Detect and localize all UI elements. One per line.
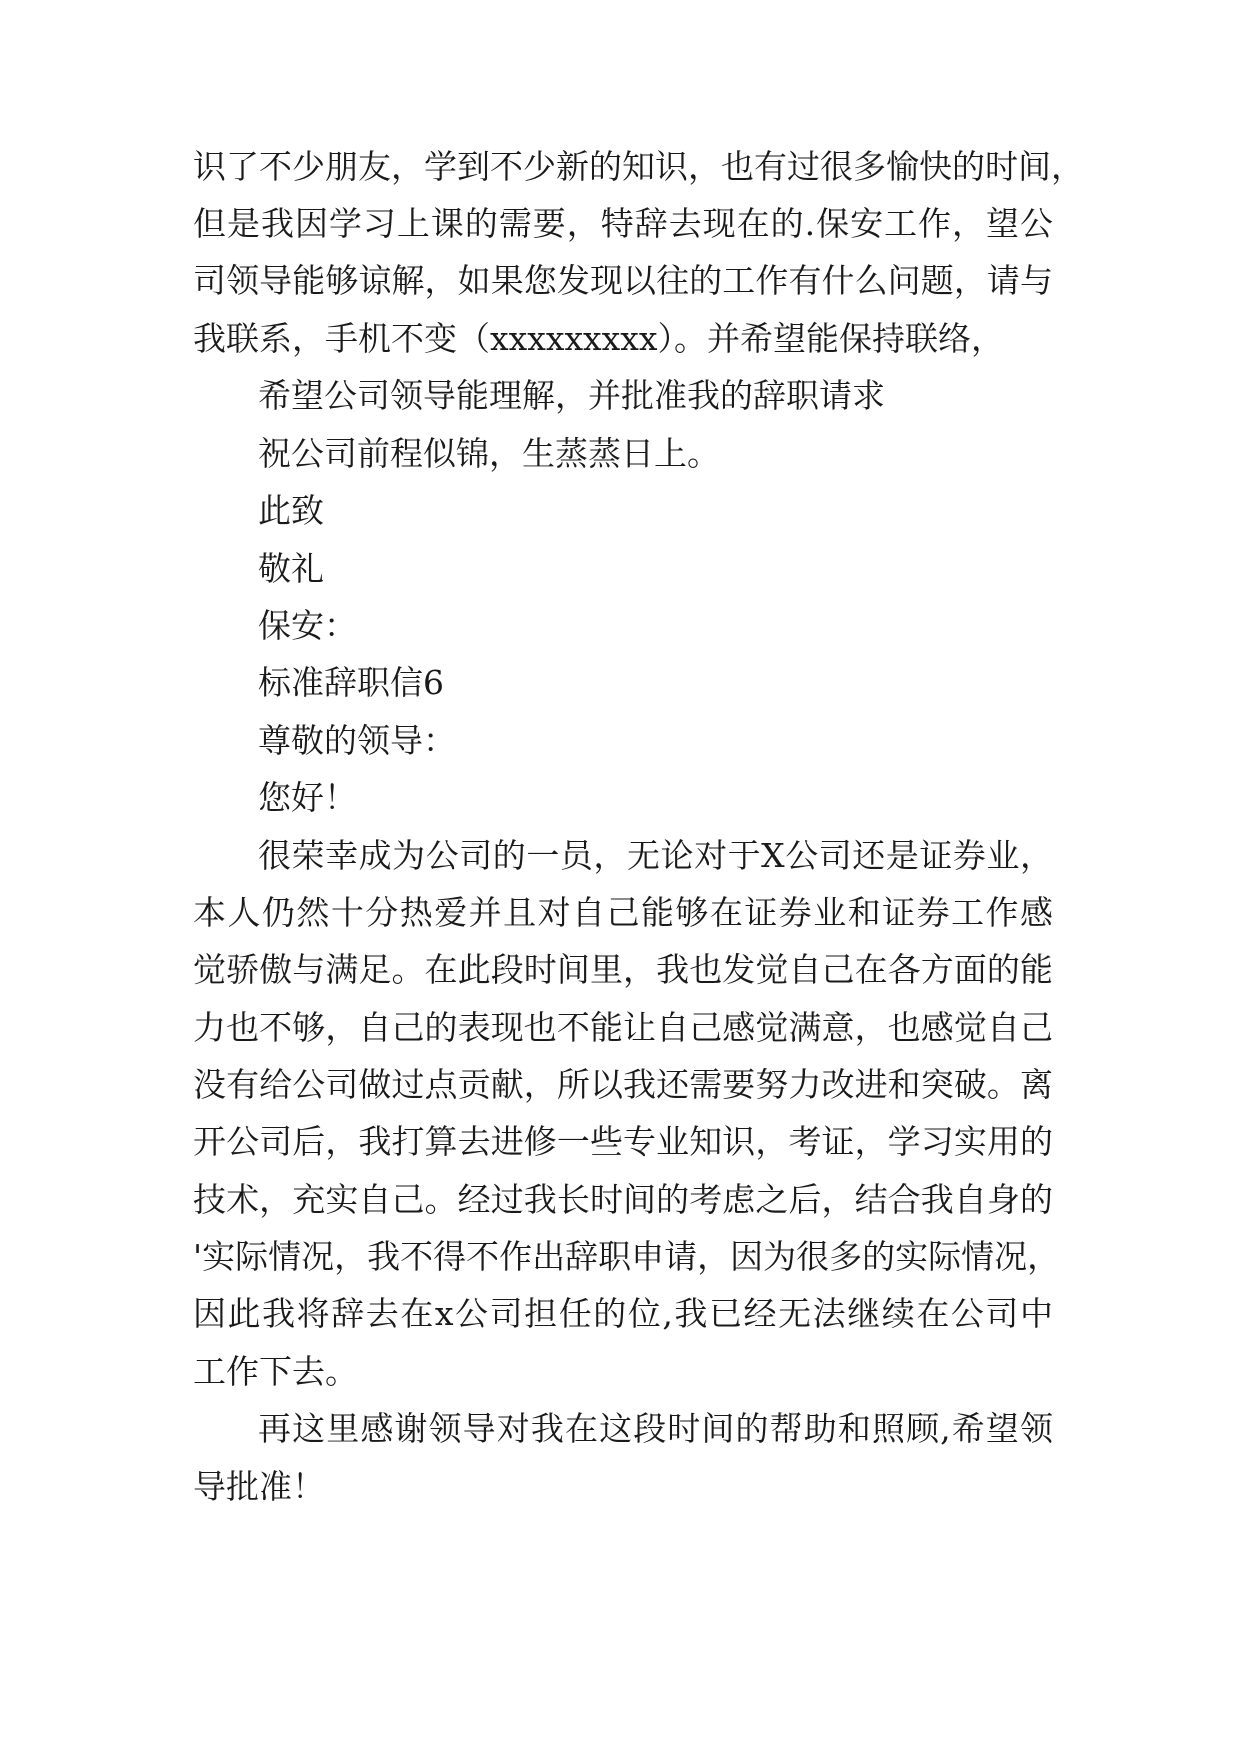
body-line: 祝公司前程似锦，生蒸蒸日上。: [258, 434, 720, 473]
body-line: 识了不少朋友，学到不少新的知识，也有过很多愉快的时间，: [193, 147, 1084, 186]
body-line: 本人仍然十分热爱并且对自己能够在证券业和证券工作感: [193, 893, 1053, 932]
section-heading: 标准辞职信6: [258, 663, 444, 702]
body-line: 再这里感谢领导对我在这段时间的帮助和照顾,希望领: [258, 1409, 1053, 1448]
body-line: 工作下去。: [193, 1352, 358, 1391]
signature-line: 保安：: [258, 606, 357, 645]
body-line: 希望公司领导能理解，并批准我的辞职请求: [258, 376, 885, 415]
body-line: '实际情况，我不得不作出辞职申请，因为很多的实际情况，: [193, 1237, 1061, 1276]
body-line: 开公司后，我打算去进修一些专业知识，考证，学习实用的: [193, 1122, 1053, 1161]
body-line: 很荣幸成为公司的一员，无论对于X公司还是证券业，: [258, 836, 1053, 875]
body-line: 我联系，手机不变（xxxxxxxxx）。并希望能保持联络，: [193, 319, 1004, 358]
body-line: 司领导能够谅解，如果您发现以往的工作有什么问题，请与: [193, 261, 1053, 300]
body-line: 但是我因学习上课的需要，特辞去现在的.保安工作，望公: [193, 204, 1053, 243]
body-line: 没有给公司做过点贡献，所以我还需要努力改进和突破。离: [193, 1065, 1053, 1104]
closing-salutation: 此致: [258, 491, 324, 530]
body-line: 技术，充实自己。经过我长时间的考虑之后，结合我自身的: [193, 1180, 1053, 1219]
body-line: 力也不够，自己的表现也不能让自己感觉满意，也感觉自己: [193, 1008, 1053, 1047]
closing-regards: 敬礼: [258, 549, 324, 588]
greeting-line: 您好！: [258, 778, 357, 817]
body-line: 因此我将辞去在x公司担任的位,我已经无法继续在公司中: [193, 1294, 1053, 1333]
greeting-line: 尊敬的领导：: [258, 721, 456, 760]
body-line: 觉骄傲与满足。在此段时间里，我也发觉自己在各方面的能: [193, 950, 1053, 989]
body-line: 导批准！: [193, 1467, 325, 1506]
